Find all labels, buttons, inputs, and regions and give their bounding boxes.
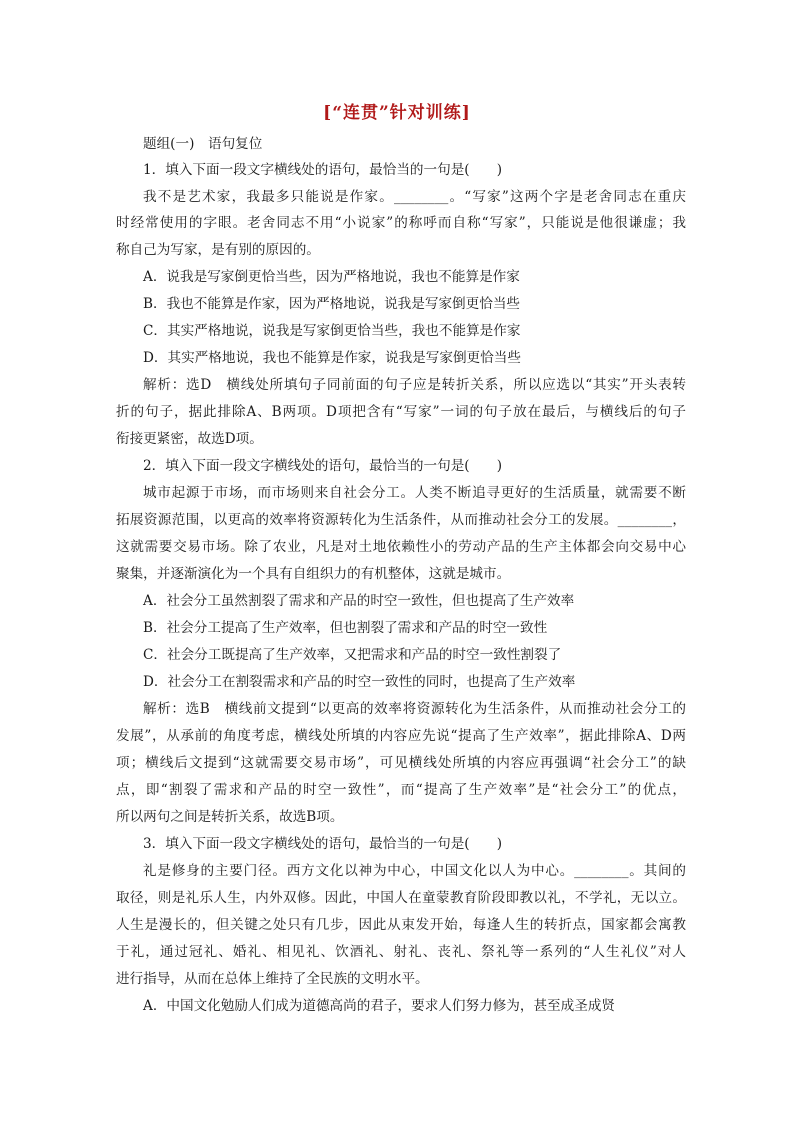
question-1-analysis-line: 衔接更紧密，故选D项。 <box>116 431 263 447</box>
page-title: [“连贯”针对训练] <box>323 103 471 123</box>
question-2-option-a: A．社会分工虽然割裂了需求和产品的时空一致性，但也提高了生产效率 <box>143 593 575 609</box>
question-3-option-a: A．中国文化勉励人们成为道德高尚的君子，要求人们努力修为，甚至成圣成贤 <box>143 998 616 1014</box>
question-2-analysis-line: 点，即“割裂了需求和产品的时空一致性”，而“提高了生产效率”是“社会分工”的优点， <box>116 782 686 798</box>
question-2-option-b: B．社会分工提高了生产效率，但也割裂了需求和产品的时空一致性 <box>143 620 548 636</box>
question-1-option-c: C．其实严格地说，说我是写家倒更恰当些，我也不能算是作家 <box>143 323 521 339</box>
question-1-stem: 1．填入下面一段文字横线处的语句，最恰当的一句是( ) <box>143 162 503 178</box>
question-2-passage-line: 拓展资源范围，以更高的效率将资源转化为生活条件，从而推动社会分工的发展。________， <box>116 512 686 528</box>
question-2-passage-line: 城市起源于市场，而市场则来自社会分工。人类不断追寻更好的生活质量，就需要不断 <box>143 485 686 501</box>
question-3-passage-line: 于礼，通过冠礼、婚礼、相见礼、饮酒礼、射礼、丧礼、祭礼等一系列的“人生礼仪”对人 <box>116 944 686 960</box>
question-3-passage-line: 礼是修身的主要门径。西方文化以神为中心，中国文化以人为中心。________。其间的 <box>143 863 686 879</box>
question-2-option-d: D．社会分工在割裂需求和产品的时空一致性的同时，也提高了生产效率 <box>143 674 576 690</box>
question-2-analysis-line: 项；横线后文提到“这就需要交易市场”，可见横线处所填的内容应再强调“社会分工”的缺 <box>116 755 686 771</box>
question-1-analysis-line: 解析：选D 横线处所填句子同前面的句子应是转折关系，所以应选以“其实”开头表转 <box>143 377 686 393</box>
question-1-option-a: A．说我是写家倒更恰当些，因为严格地说，我也不能算是作家 <box>143 269 520 285</box>
question-1-option-b: B．我也不能算是作家，因为严格地说，说我是写家倒更恰当些 <box>143 296 521 312</box>
question-1-analysis-line: 折的句子，据此排除A、B两项。D项把含有“写家”一词的句子放在最后，与横线后的句子 <box>116 404 686 420</box>
question-2-analysis-line: 解析：选B 横线前文提到“以更高的效率将资源转化为生活条件，从而推动社会分工的 <box>143 701 686 717</box>
section-heading: 题组(一) 语句复位 <box>143 136 263 152</box>
question-3-passage-line: 进行指导，从而在总体上维持了全民族的文明水平。 <box>116 971 429 987</box>
question-2-option-c: C．社会分工既提高了生产效率，又把需求和产品的时空一致性割裂了 <box>143 647 562 663</box>
question-1-passage-line: 时经常使用的字眼。老舍同志不用“小说家”的称呼而自称“写家”，只能说是他很谦虚；我 <box>116 215 686 231</box>
question-1-passage-line: 我不是艺术家，我最多只能说是作家。________。“写家”这两个字是老舍同志在重庆 <box>143 189 686 205</box>
question-2-analysis-line: 所以两句之间是转折关系，故选B项。 <box>116 809 344 825</box>
question-3-passage-line: 取径，则是礼乐人生，内外双修。因此，中国人在童蒙教育阶段即教以礼，不学礼，无以立。 <box>116 890 686 906</box>
question-2-passage-line: 聚集，并逐渐演化为一个具有自组织力的有机整体，这就是城市。 <box>116 566 511 582</box>
question-1-option-d: D．其实严格地说，我也不能算是作家，说我是写家倒更恰当些 <box>143 350 521 366</box>
question-2-passage-line: 这就需要交易市场。除了农业，凡是对土地依赖性小的劳动产品的生产主体都会向交易中心 <box>116 539 686 555</box>
question-2-analysis-line: 发展”，从承前的角度考虑，横线处所填的内容应先说“提高了生产效率”，据此排除A、D两 <box>116 728 686 744</box>
question-1-passage-line: 称自己为写家，是有别的原因的。 <box>116 242 320 258</box>
question-2-stem: 2．填入下面一段文字横线处的语句，最恰当的一句是( ) <box>143 458 503 474</box>
question-3-passage-line: 人生是漫长的，但关键之处只有几步，因此从束发开始，每逢人生的转折点，国家都会寓教 <box>116 917 686 933</box>
question-3-stem: 3．填入下面一段文字横线处的语句，最恰当的一句是( ) <box>143 836 503 852</box>
